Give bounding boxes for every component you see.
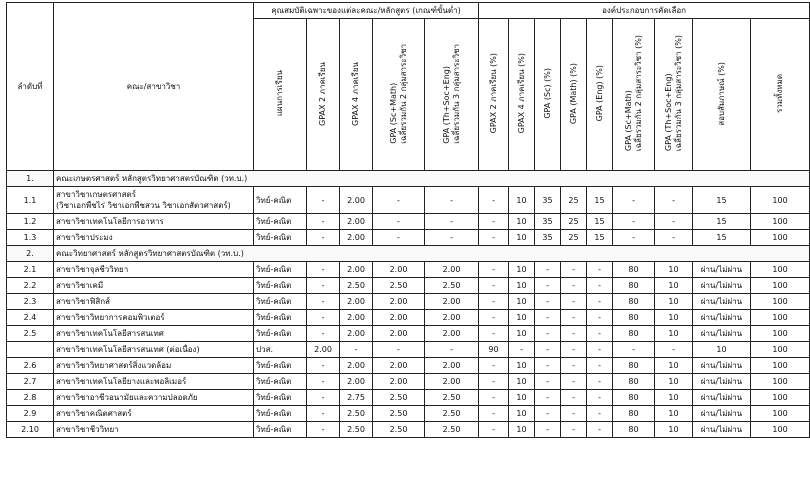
value-cell: 100	[751, 390, 810, 406]
value-cell: 2.00	[340, 214, 373, 230]
value-cell: 10	[655, 422, 693, 438]
table-body	[7, 171, 810, 438]
row-number: 2.5	[7, 326, 54, 342]
row-number: 1.	[7, 171, 54, 187]
study-plan-cell: ปวส.	[254, 342, 307, 358]
value-cell: 2.50	[373, 278, 425, 294]
value-cell: 100	[751, 326, 810, 342]
value-cell: 15	[587, 187, 613, 214]
value-cell: 80	[613, 326, 655, 342]
value-cell: -	[535, 262, 561, 278]
header-qualification-group: คุณสมบัติเฉพาะของแต่ละคณะ/หลักสูตร (เกณฑ์ขั้นต่ำ)	[254, 3, 479, 19]
header-qual-col: GPA (Th+Soc+Eng) เฉลี่ยรวมกัน 3 กลุ่มสาระวิชา	[425, 19, 479, 171]
header-qual-col: GPAX 2 ภาคเรียน	[307, 19, 340, 171]
value-cell: -	[307, 310, 340, 326]
value-cell: -	[479, 262, 509, 278]
value-cell: 10	[655, 358, 693, 374]
value-cell: 10	[509, 230, 535, 246]
header-faculty: คณะ/สาขาวิชา	[54, 3, 254, 171]
study-plan-cell: วิทย์-คณิต	[254, 214, 307, 230]
value-cell: -	[587, 390, 613, 406]
value-cell: 15	[587, 230, 613, 246]
value-cell: -	[479, 230, 509, 246]
value-cell: -	[373, 214, 425, 230]
value-cell: -	[307, 374, 340, 390]
value-cell: -	[479, 406, 509, 422]
value-cell: -	[561, 262, 587, 278]
program-name	[54, 262, 254, 278]
value-cell: 2.00	[373, 310, 425, 326]
value-cell: 80	[613, 422, 655, 438]
value-cell: 15	[587, 214, 613, 230]
value-cell: 100	[751, 422, 810, 438]
value-cell: 2.00	[425, 294, 479, 310]
program-name	[54, 390, 254, 406]
value-cell: ผ่าน/ไม่ผ่าน	[693, 326, 751, 342]
value-cell: 10	[509, 406, 535, 422]
row-number: 2.4	[7, 310, 54, 326]
value-cell: 10	[509, 187, 535, 214]
value-cell: -	[535, 278, 561, 294]
value-cell: 80	[613, 374, 655, 390]
table-row	[7, 187, 810, 214]
value-cell: -	[655, 230, 693, 246]
study-plan-cell: วิทย์-คณิต	[254, 326, 307, 342]
value-cell: -	[613, 214, 655, 230]
header-comp-col: GPAX 4 ภาคเรียน (%)	[509, 19, 535, 171]
admission-criteria-table	[6, 2, 810, 438]
row-number: 2.7	[7, 374, 54, 390]
header-comp-col: GPAX 2 ภาคเรียน (%)	[479, 19, 509, 171]
header-comp-col: GPA (Th+Soc+Eng) เฉลี่ยรวมกัน 3 กลุ่มสาระวิชา (%)	[655, 19, 693, 171]
value-cell: -	[307, 422, 340, 438]
program-name	[54, 310, 254, 326]
value-cell: 100	[751, 262, 810, 278]
value-cell: 2.00	[340, 358, 373, 374]
program-name-line: สาขาวิชาประมง	[56, 233, 113, 242]
program-name-line: สาขาวิชาเคมี	[56, 281, 104, 290]
value-cell: -	[425, 187, 479, 214]
value-cell: -	[307, 214, 340, 230]
value-cell: 100	[751, 342, 810, 358]
value-cell: ผ่าน/ไม่ผ่าน	[693, 278, 751, 294]
value-cell: -	[613, 187, 655, 214]
program-name	[54, 230, 254, 246]
value-cell: 10	[509, 310, 535, 326]
value-cell: 15	[693, 187, 751, 214]
value-cell: 2.00	[425, 374, 479, 390]
faculty-group-row	[7, 171, 810, 187]
table-row	[7, 310, 810, 326]
table-row	[7, 262, 810, 278]
value-cell: 100	[751, 294, 810, 310]
value-cell: 10	[509, 262, 535, 278]
value-cell: 10	[655, 326, 693, 342]
value-cell: -	[307, 187, 340, 214]
program-name-subline: (วิชาเอกพืชไร่ วิชาเอกพืชสวน วิชาเอกสัตวศาสตร์)	[56, 201, 231, 210]
value-cell: 2.00	[373, 374, 425, 390]
value-cell: -	[479, 326, 509, 342]
value-cell: -	[509, 342, 535, 358]
table-row	[7, 358, 810, 374]
value-cell: 100	[751, 187, 810, 214]
value-cell: -	[479, 310, 509, 326]
table-row	[7, 406, 810, 422]
value-cell: -	[561, 406, 587, 422]
row-number: 2.	[7, 246, 54, 262]
faculty-name: คณะเกษตรศาสตร์ หลักสูตรวิทยาศาสตรบัณฑิต (วท.บ.)	[54, 171, 810, 187]
value-cell: 80	[613, 294, 655, 310]
program-name	[54, 187, 254, 214]
value-cell: ผ่าน/ไม่ผ่าน	[693, 374, 751, 390]
value-cell: 2.50	[425, 406, 479, 422]
study-plan-cell: วิทย์-คณิต	[254, 278, 307, 294]
faculty-name: คณะวิทยาศาสตร์ หลักสูตรวิทยาศาสตรบัณฑิต (วท.บ.)	[54, 246, 810, 262]
value-cell: 10	[509, 374, 535, 390]
value-cell: 2.00	[373, 294, 425, 310]
value-cell: 10	[655, 374, 693, 390]
value-cell: -	[561, 358, 587, 374]
table-row	[7, 390, 810, 406]
value-cell: 100	[751, 214, 810, 230]
value-cell: -	[307, 294, 340, 310]
value-cell: 35	[535, 214, 561, 230]
value-cell: 2.00	[425, 310, 479, 326]
program-name-line: สาขาวิชาชีววิทยา	[56, 425, 119, 434]
value-cell: 80	[613, 390, 655, 406]
table-row	[7, 278, 810, 294]
value-cell: 10	[655, 262, 693, 278]
program-name-line: สาขาวิชาอาชีวอนามัยและความปลอดภัย	[56, 393, 198, 402]
value-cell: 2.50	[425, 278, 479, 294]
value-cell: 100	[751, 406, 810, 422]
program-name-line: สาขาวิชาวิทยาศาสตร์สิ่งแวดล้อม	[56, 361, 172, 370]
header-comp-col: GPA (Math) (%)	[561, 19, 587, 171]
value-cell: -	[535, 326, 561, 342]
value-cell: -	[655, 214, 693, 230]
value-cell: -	[613, 230, 655, 246]
value-cell: -	[587, 358, 613, 374]
table-row	[7, 214, 810, 230]
program-name	[54, 374, 254, 390]
value-cell: 15	[693, 214, 751, 230]
value-cell: 2.00	[373, 262, 425, 278]
program-name	[54, 406, 254, 422]
row-number: 1.3	[7, 230, 54, 246]
row-number: 2.2	[7, 278, 54, 294]
header-comp-col: สอบสัมภาษณ์ (%)	[693, 19, 751, 171]
value-cell: 10	[693, 342, 751, 358]
row-number: 1.2	[7, 214, 54, 230]
header-comp-col: GPA (Eng) (%)	[587, 19, 613, 171]
program-name-line: สาขาวิชาเทคโนโลยีสารสนเทศ	[56, 329, 164, 338]
value-cell: -	[425, 214, 479, 230]
study-plan-cell: วิทย์-คณิต	[254, 187, 307, 214]
value-cell: ผ่าน/ไม่ผ่าน	[693, 406, 751, 422]
row-number	[7, 342, 54, 358]
value-cell: 100	[751, 374, 810, 390]
value-cell: -	[307, 358, 340, 374]
value-cell: 2.50	[340, 278, 373, 294]
header-components-group: องค์ประกอบการคัดเลือก	[479, 3, 810, 19]
value-cell: -	[479, 214, 509, 230]
value-cell: 100	[751, 230, 810, 246]
value-cell: -	[561, 326, 587, 342]
row-number: 2.6	[7, 358, 54, 374]
value-cell: 90	[479, 342, 509, 358]
value-cell: 2.00	[340, 262, 373, 278]
header-qual-col: GPA (Sc+Math) เฉลี่ยรวมกัน 2 กลุ่มสาระวิชา	[373, 19, 425, 171]
row-number: 1.1	[7, 187, 54, 214]
value-cell: -	[307, 406, 340, 422]
study-plan-cell: วิทย์-คณิต	[254, 294, 307, 310]
value-cell: 10	[655, 406, 693, 422]
row-number: 2.1	[7, 262, 54, 278]
value-cell: -	[479, 422, 509, 438]
value-cell: 2.00	[340, 326, 373, 342]
header-comp-col: รวมทั้งหมด	[751, 19, 810, 171]
value-cell: 10	[655, 390, 693, 406]
value-cell: 10	[509, 326, 535, 342]
row-number: 2.10	[7, 422, 54, 438]
value-cell: 2.00	[340, 310, 373, 326]
value-cell: -	[479, 390, 509, 406]
value-cell: -	[479, 187, 509, 214]
value-cell: 2.50	[373, 422, 425, 438]
study-plan-cell: วิทย์-คณิต	[254, 406, 307, 422]
value-cell: -	[587, 374, 613, 390]
value-cell: 2.00	[340, 374, 373, 390]
value-cell: -	[587, 294, 613, 310]
row-number: 2.9	[7, 406, 54, 422]
value-cell: 100	[751, 278, 810, 294]
program-name	[54, 342, 254, 358]
value-cell: -	[535, 422, 561, 438]
value-cell: -	[373, 230, 425, 246]
table-row	[7, 294, 810, 310]
program-name-line: สาขาวิชาจุลชีววิทยา	[56, 265, 129, 274]
value-cell: -	[561, 422, 587, 438]
value-cell: -	[587, 326, 613, 342]
header-comp-col: GPA (Sc+Math) เฉลี่ยรวมกัน 2 กลุ่มสาระวิชา (%)	[613, 19, 655, 171]
value-cell: -	[535, 406, 561, 422]
value-cell: -	[479, 294, 509, 310]
value-cell: -	[373, 187, 425, 214]
value-cell: -	[561, 278, 587, 294]
value-cell: 2.00	[425, 358, 479, 374]
value-cell: 35	[535, 230, 561, 246]
value-cell: 2.00	[425, 262, 479, 278]
value-cell: 80	[613, 406, 655, 422]
program-name	[54, 278, 254, 294]
value-cell: 2.50	[425, 390, 479, 406]
value-cell: -	[479, 278, 509, 294]
value-cell: -	[561, 310, 587, 326]
value-cell: 2.00	[340, 187, 373, 214]
table-row	[7, 342, 810, 358]
value-cell: 80	[613, 310, 655, 326]
value-cell: 2.00	[373, 326, 425, 342]
value-cell: 80	[613, 358, 655, 374]
program-name-line: สาขาวิชาคณิตศาสตร์	[56, 409, 132, 418]
table-row	[7, 326, 810, 342]
value-cell: 10	[509, 358, 535, 374]
table-row	[7, 422, 810, 438]
program-name-line: สาขาวิชาฟิสิกส์	[56, 297, 111, 306]
program-name	[54, 358, 254, 374]
value-cell: -	[307, 326, 340, 342]
program-name-line: สาขาวิชาเทคโนโลยียางและพอลิเมอร์	[56, 377, 187, 386]
program-name	[54, 422, 254, 438]
study-plan-cell: วิทย์-คณิต	[254, 422, 307, 438]
value-cell: -	[535, 310, 561, 326]
value-cell: 80	[613, 262, 655, 278]
program-name	[54, 294, 254, 310]
study-plan-cell: วิทย์-คณิต	[254, 358, 307, 374]
value-cell: -	[307, 230, 340, 246]
value-cell: -	[307, 278, 340, 294]
value-cell: -	[587, 278, 613, 294]
value-cell: -	[587, 422, 613, 438]
value-cell: -	[479, 358, 509, 374]
value-cell: 25	[561, 230, 587, 246]
value-cell: 2.75	[340, 390, 373, 406]
value-cell: ผ่าน/ไม่ผ่าน	[693, 294, 751, 310]
value-cell: 35	[535, 187, 561, 214]
value-cell: -	[561, 342, 587, 358]
value-cell: 10	[509, 294, 535, 310]
value-cell: 2.00	[307, 342, 340, 358]
faculty-group-row	[7, 246, 810, 262]
value-cell: -	[587, 262, 613, 278]
header-qual-col: แผนการเรียน	[254, 19, 307, 171]
value-cell: 10	[655, 294, 693, 310]
value-cell: 2.50	[373, 406, 425, 422]
value-cell: -	[561, 390, 587, 406]
study-plan-cell: วิทย์-คณิต	[254, 390, 307, 406]
value-cell: ผ่าน/ไม่ผ่าน	[693, 358, 751, 374]
value-cell: 10	[509, 278, 535, 294]
value-cell: 25	[561, 187, 587, 214]
table-row	[7, 374, 810, 390]
value-cell: -	[425, 230, 479, 246]
study-plan-cell: วิทย์-คณิต	[254, 310, 307, 326]
value-cell: -	[561, 374, 587, 390]
value-cell: -	[535, 390, 561, 406]
value-cell: ผ่าน/ไม่ผ่าน	[693, 422, 751, 438]
value-cell: ผ่าน/ไม่ผ่าน	[693, 310, 751, 326]
value-cell: 10	[509, 390, 535, 406]
value-cell: 2.00	[340, 230, 373, 246]
value-cell: 2.50	[340, 422, 373, 438]
value-cell: 2.50	[425, 422, 479, 438]
value-cell: -	[340, 342, 373, 358]
program-name-line: สาขาวิชาวิทยาการคอมพิวเตอร์	[56, 313, 165, 322]
value-cell: -	[587, 310, 613, 326]
value-cell: 80	[613, 278, 655, 294]
value-cell: ผ่าน/ไม่ผ่าน	[693, 390, 751, 406]
value-cell: -	[655, 342, 693, 358]
value-cell: -	[561, 294, 587, 310]
value-cell: 2.00	[340, 294, 373, 310]
program-name	[54, 214, 254, 230]
value-cell: -	[535, 294, 561, 310]
value-cell: -	[655, 187, 693, 214]
value-cell: -	[535, 358, 561, 374]
program-name-line: สาขาวิชาเทคโนโลยีการอาหาร	[56, 217, 164, 226]
study-plan-cell: วิทย์-คณิต	[254, 374, 307, 390]
value-cell: -	[307, 262, 340, 278]
value-cell: -	[535, 374, 561, 390]
value-cell: 10	[655, 310, 693, 326]
value-cell: -	[535, 342, 561, 358]
value-cell: 25	[561, 214, 587, 230]
header-qual-col: GPAX 4 ภาคเรียน	[340, 19, 373, 171]
value-cell: 2.00	[373, 358, 425, 374]
program-name-line: สาขาวิชาเทคโนโลยีสารสนเทศ (ต่อเนื่อง)	[56, 345, 200, 354]
value-cell: -	[425, 342, 479, 358]
header-comp-col: GPA (Sc) (%)	[535, 19, 561, 171]
value-cell: 2.50	[373, 390, 425, 406]
study-plan-cell: วิทย์-คณิต	[254, 262, 307, 278]
value-cell: 2.00	[425, 326, 479, 342]
value-cell: -	[587, 342, 613, 358]
value-cell: 100	[751, 310, 810, 326]
value-cell: 2.50	[340, 406, 373, 422]
row-number: 2.3	[7, 294, 54, 310]
value-cell: -	[587, 406, 613, 422]
program-name	[54, 326, 254, 342]
value-cell: 10	[509, 214, 535, 230]
table-row	[7, 230, 810, 246]
value-cell: -	[307, 390, 340, 406]
value-cell: 100	[751, 358, 810, 374]
value-cell: 10	[655, 278, 693, 294]
value-cell: ผ่าน/ไม่ผ่าน	[693, 262, 751, 278]
value-cell: -	[479, 374, 509, 390]
value-cell: -	[373, 342, 425, 358]
value-cell: 10	[509, 422, 535, 438]
header-order: ลำดับที่	[7, 3, 54, 171]
value-cell: -	[613, 342, 655, 358]
value-cell: 15	[693, 230, 751, 246]
program-name-line: สาขาวิชาเกษตรศาสตร์	[56, 190, 137, 199]
row-number: 2.8	[7, 390, 54, 406]
document-page	[6, 2, 788, 438]
study-plan-cell: วิทย์-คณิต	[254, 230, 307, 246]
